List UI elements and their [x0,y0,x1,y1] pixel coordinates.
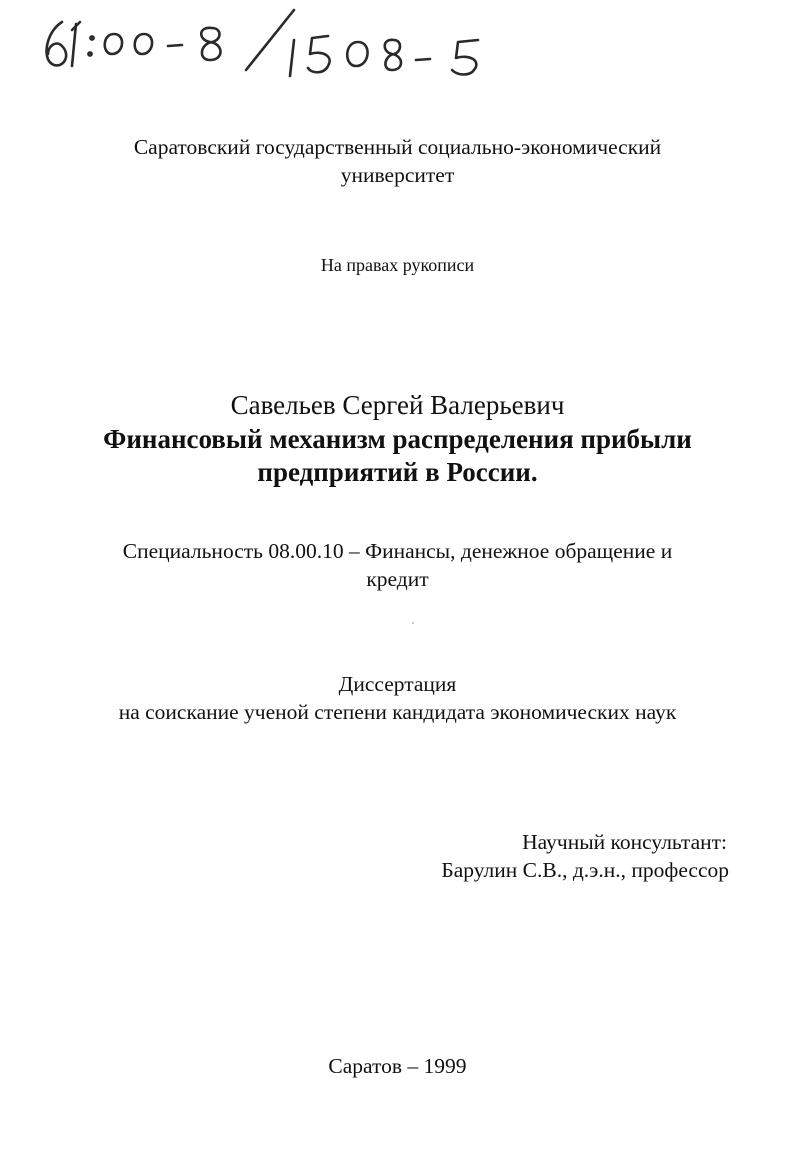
university-line-1: Саратовский государственный социально-экономический [133,135,662,159]
consultant-name: Барулин С.В., д.э.н., профессор [441,858,729,882]
dissertation-title [0,423,795,489]
rights-notice: На правах рукописи [320,255,475,275]
handwritten-number-drawing [32,0,492,90]
specialty-line-2: кредит [366,567,429,591]
specialty [0,537,795,593]
specialty-line-1: Специальность 08.00.10 – Финансы, денежное обращение и [122,539,673,563]
dissertation-line-2: на соискание ученой степени кандидата экономических наук [118,700,677,724]
handwritten-catalog-number [32,0,492,90]
dissertation-type [0,670,795,726]
university-name [0,133,795,189]
consultant-label: Научный консультант: [522,830,727,854]
title-line-1: Финансовый механизм распределения прибыли [103,424,692,454]
university-line-2: университет [340,163,455,187]
title-line-2: предприятий в России. [257,457,538,487]
author-name: Савельев Сергей Валерьевич [230,390,565,420]
dissertation-line-1: Диссертация [338,672,457,696]
scan-speck [412,622,414,624]
city-year: Саратов – 1999 [328,1054,467,1078]
scientific-consultant [441,828,729,884]
